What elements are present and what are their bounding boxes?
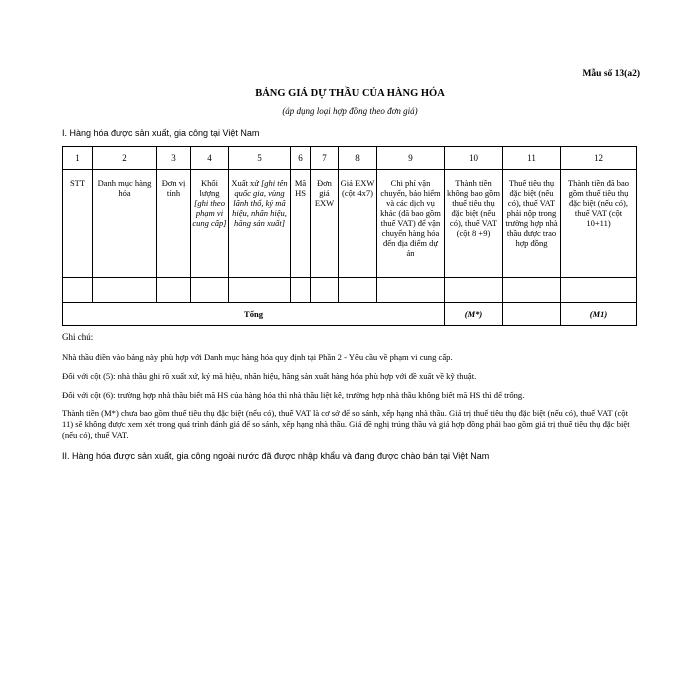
header-quantity-label: Khối lượng	[199, 178, 220, 198]
col-number: 7	[311, 147, 339, 170]
col-number: 6	[291, 147, 311, 170]
header-transport-cost: Chi phí vận chuyển, bảo hiểm và các dịch vụ khác (đã bao gồm thuế VAT) để vận chuyển hàng hóa đến địa điểm dự án	[377, 170, 445, 278]
col-number: 1	[63, 147, 93, 170]
header-origin	[229, 170, 291, 278]
note-item: Thành tiền (M*) chưa bao gồm thuế tiêu thụ đặc biệt (nếu có), thuế VAT là cơ sở để so sánh, xếp hạng nhà thầu. Giá trị thuế tiêu thụ đặc biệt (nếu có), thuế VAT (cột 11) sẽ không được xem xét trong quá trình đánh giá để so sánh, xếp hạng nhà thầu. Giá đề nghị trúng thầu và giá hợp đồng phải bao gồm giá trị thuế tiêu thụ đặc biệt (nếu có), thuế VAT.	[62, 408, 630, 440]
table-cell[interactable]	[93, 278, 157, 303]
header-amount-excl-tax: Thành tiền không bao gồm thuế tiêu thụ đặc biệt (nếu có), thuế VAT (cột 8 +9)	[445, 170, 503, 278]
table-cell[interactable]	[157, 278, 191, 303]
bid-price-table	[62, 146, 637, 326]
col-number: 2	[93, 147, 157, 170]
table-cell[interactable]	[191, 278, 229, 303]
col-number: 10	[445, 147, 503, 170]
col-number: 12	[561, 147, 637, 170]
column-number-row	[63, 147, 637, 170]
form-number: Mẫu số 13(a2)	[582, 69, 640, 79]
col-number: 8	[339, 147, 377, 170]
document-title: BẢNG GIÁ DỰ THẦU CỦA HÀNG HÓA	[255, 88, 445, 99]
total-empty-cell	[503, 303, 561, 326]
note-item: Đối với cột (6): trường hợp nhà thầu biết mã HS của hàng hóa thì nhà thầu liệt kê, trường hợp nhà thầu không biết mã HS thì để trống.	[62, 390, 525, 400]
header-origin-label: Xuất xứ	[231, 178, 259, 188]
total-m1: (M1)	[561, 303, 637, 326]
table-cell[interactable]	[339, 278, 377, 303]
header-hs-code: Mã HS	[291, 170, 311, 278]
table-cell[interactable]	[311, 278, 339, 303]
table-cell[interactable]	[63, 278, 93, 303]
header-quantity	[191, 170, 229, 278]
header-stt: STT	[63, 170, 93, 278]
col-number: 4	[191, 147, 229, 170]
notes-heading: Ghi chú:	[62, 332, 94, 342]
col-number: 11	[503, 147, 561, 170]
note-item: Nhà thầu điền vào bảng này phù hợp với Danh mục hàng hóa quy định tại Phần 2 - Yêu cầu về phạm vi cung cấp.	[62, 352, 453, 362]
total-label: Tổng	[63, 303, 445, 326]
table-row	[63, 278, 637, 303]
total-row	[63, 303, 637, 326]
column-header-row	[63, 170, 637, 278]
section-1-heading: I. Hàng hóa được sản xuất, gia công tại Việt Nam	[62, 128, 260, 138]
col-number: 3	[157, 147, 191, 170]
header-exw-price: Giá EXW (cột 4x7)	[339, 170, 377, 278]
table-cell[interactable]	[229, 278, 291, 303]
col-number: 9	[377, 147, 445, 170]
header-exw-unit-price: Đơn giá EXW	[311, 170, 339, 278]
header-quantity-note: [ghi theo phạm vi cung cấp]	[192, 198, 227, 228]
table-cell[interactable]	[561, 278, 637, 303]
table-cell[interactable]	[445, 278, 503, 303]
header-origin-note: [ghi tên quốc gia, vùng lãnh thổ, ký mã hiệu, nhãn hiệu, hãng sản xuất]	[232, 178, 288, 228]
total-m-star: (M*)	[445, 303, 503, 326]
col-number: 5	[229, 147, 291, 170]
table-cell[interactable]	[291, 278, 311, 303]
document-subtitle: (áp dụng loại hợp đồng theo đơn giá)	[282, 106, 418, 116]
header-unit: Đơn vị tính	[157, 170, 191, 278]
table-cell[interactable]	[503, 278, 561, 303]
header-tax: Thuế tiêu thụ đặc biệt (nếu có), thuế VAT phải nộp trong trường hợp nhà thầu được trao hợp đồng	[503, 170, 561, 278]
note-item: Đối với cột (5): nhà thầu ghi rõ xuất xứ, ký mã hiệu, nhãn hiệu, hãng sản xuất hàng hóa phù hợp với đề xuất về kỹ thuật.	[62, 371, 477, 381]
section-2-heading: II. Hàng hóa được sản xuất, gia công ngoài nước đã được nhập khẩu và đang được chào bán tại Việt Nam	[62, 451, 490, 461]
header-amount-incl-tax: Thành tiền đã bao gồm thuế tiêu thụ đặc biệt (nếu có), thuế VAT (cột 10+11)	[561, 170, 637, 278]
header-item-list: Danh mục hàng hóa	[93, 170, 157, 278]
table-cell[interactable]	[377, 278, 445, 303]
